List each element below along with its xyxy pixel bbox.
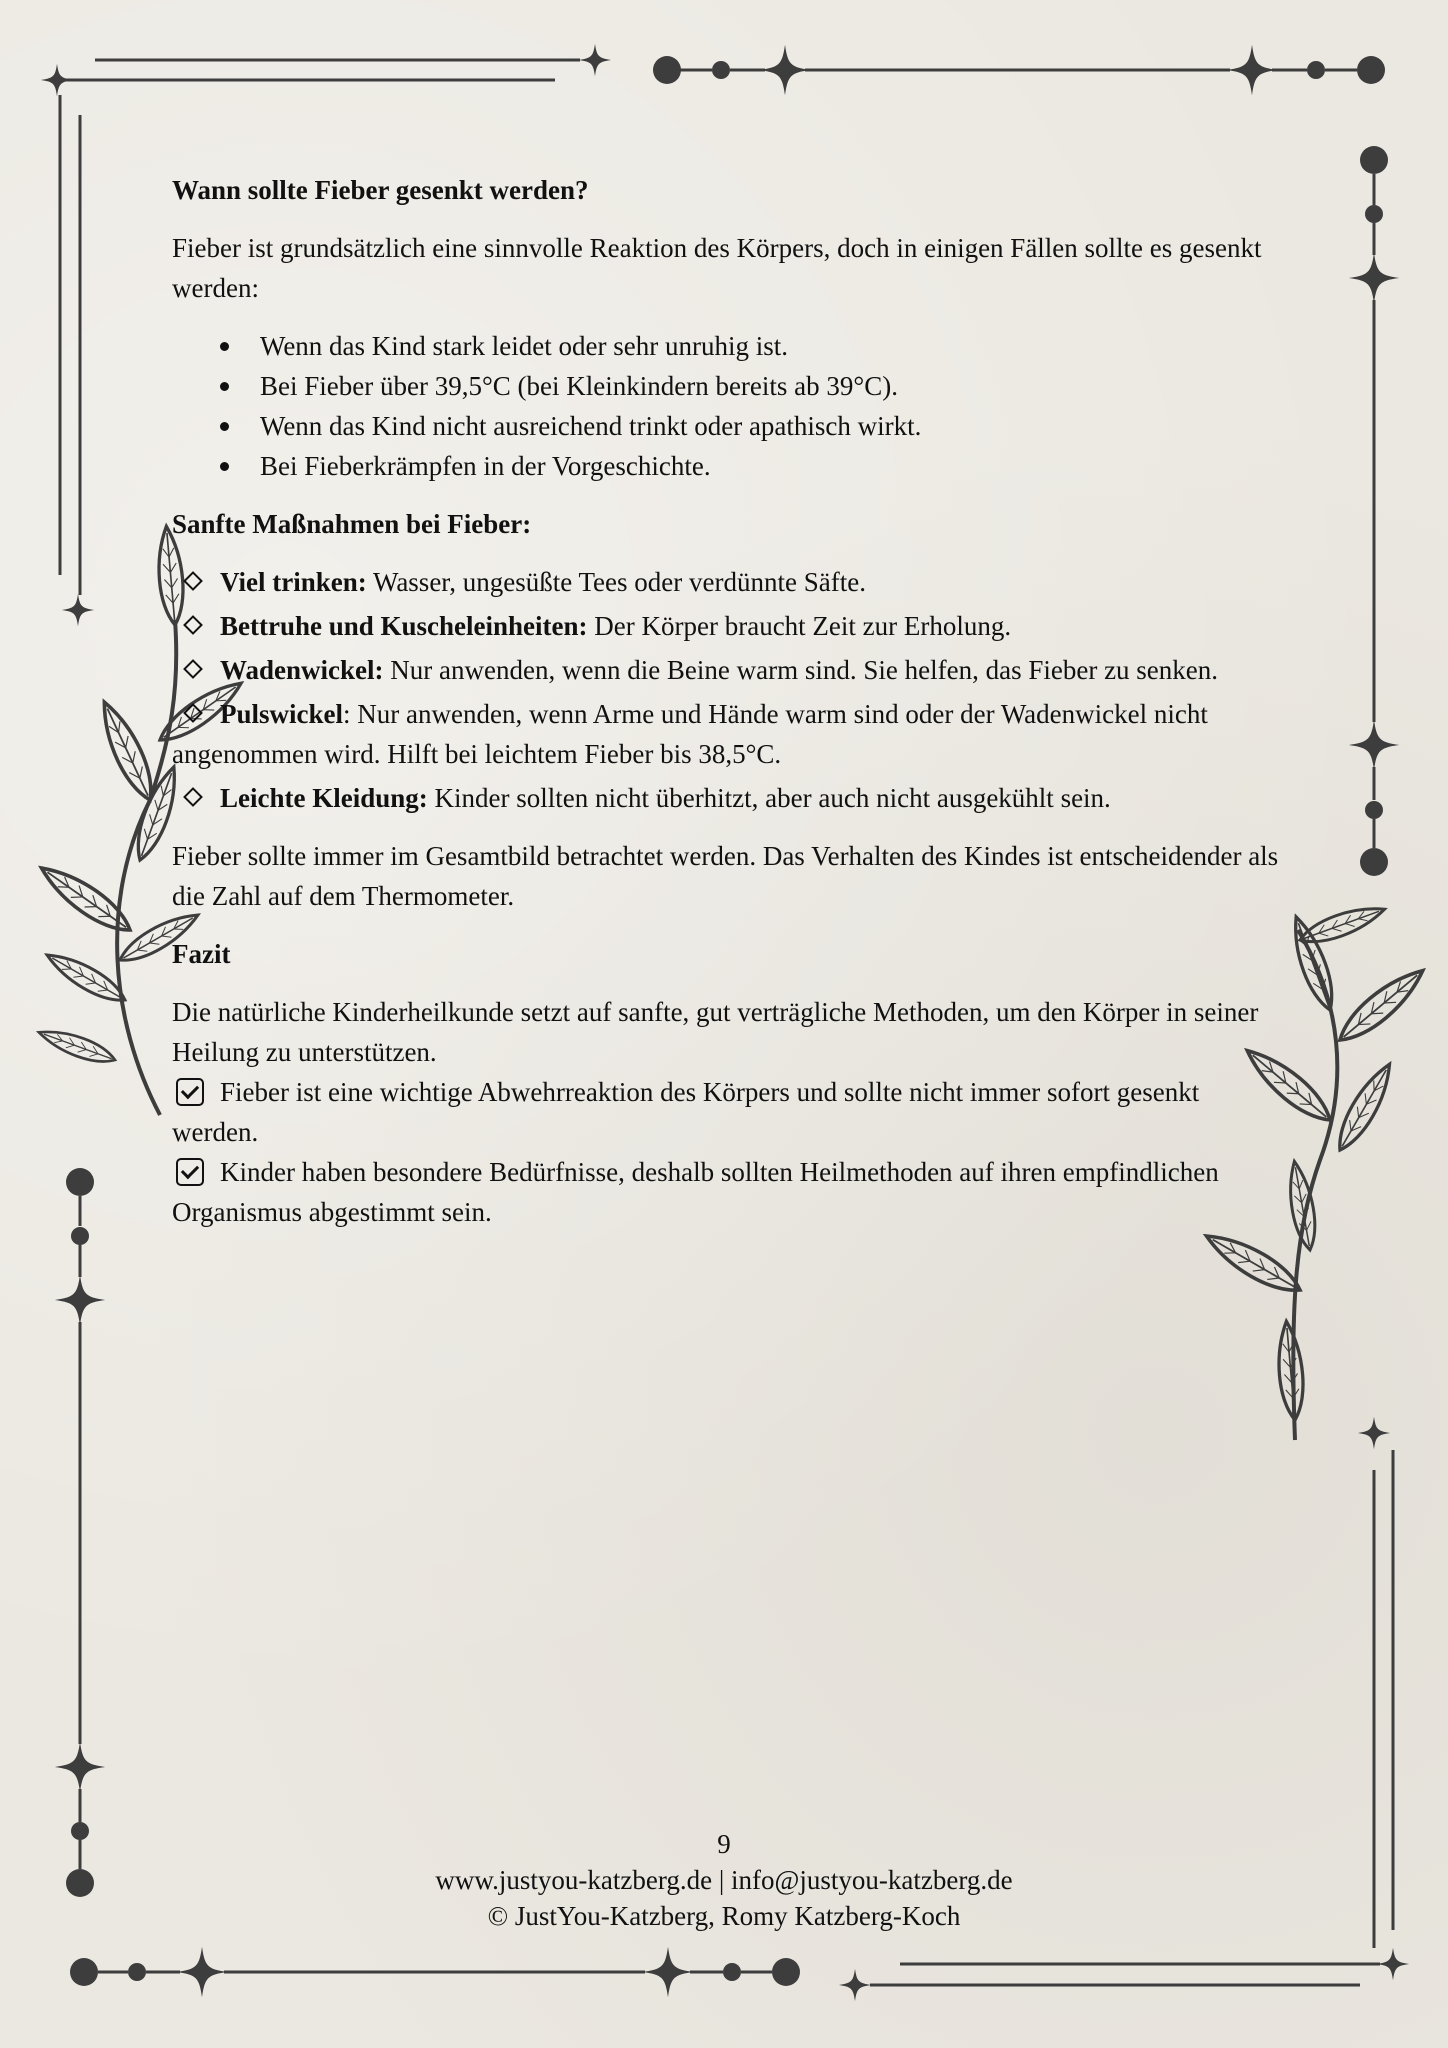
list-item: Bei Fieber über 39,5°C (bei Kleinkindern bereits ab 39°C).	[260, 366, 1282, 406]
conclusion-paragraph: Die natürliche Kinderheilkunde setzt auf sanfte, gut verträgliche Methoden, um den Körper in seiner Heilung zu unterstützen.	[172, 997, 1259, 1067]
page-content	[172, 170, 1282, 1232]
diamond-icon	[183, 787, 203, 807]
diamond-icon	[183, 571, 203, 591]
heading-gentle-measures: Sanfte Maßnahmen bei Fieber:	[172, 509, 532, 539]
measures-list	[172, 562, 1282, 818]
page-footer	[0, 1826, 1448, 1934]
check-item: Fieber ist eine wichtige Abwehrreaktion des Körpers und sollte nicht immer sofort gesenkt werden.	[172, 1077, 1200, 1147]
list-item: Viel trinken: Wasser, ungesüßte Tees oder verdünnte Säfte.	[172, 562, 1282, 602]
list-item: Leichte Kleidung: Kinder sollten nicht überhitzt, aber auch nicht ausgekühlt sein.	[172, 778, 1282, 818]
summary-paragraph: Fieber sollte immer im Gesamtbild betrachtet werden. Das Verhalten des Kindes ist entscheidender als die Zahl auf dem Thermometer.	[172, 841, 1279, 911]
list-item: Pulswickel: Nur anwenden, wenn Arme und Hände warm sind oder der Wadenwickel nicht angenommen wird. Hilft bei leichtem Fieber bis 38,5°C.	[172, 699, 1208, 769]
page-number: 9	[717, 1829, 731, 1859]
diamond-icon	[183, 615, 203, 635]
list-item: Bettruhe und Kuscheleinheiten: Der Körper braucht Zeit zur Erholung.	[172, 606, 1282, 646]
diamond-icon	[183, 703, 203, 723]
list-item: Wenn das Kind stark leidet oder sehr unruhig ist.	[260, 326, 1282, 366]
bullet-list	[172, 326, 1282, 486]
contact-line: www.justyou-katzberg.de | info@justyou-katzberg.de	[435, 1865, 1013, 1895]
list-item: Bei Fieberkrämpfen in der Vorgeschichte.	[260, 446, 1282, 486]
list-item: Wenn das Kind nicht ausreichend trinkt oder apathisch wirkt.	[260, 406, 1282, 446]
checkbox-icon	[176, 1158, 204, 1186]
intro-paragraph: Fieber ist grundsätzlich eine sinnvolle Reaktion des Körpers, doch in einigen Fällen sollte es gesenkt werden:	[172, 233, 1262, 303]
heading-conclusion: Fazit	[172, 939, 231, 969]
list-item: Wadenwickel: Nur anwenden, wenn die Beine warm sind. Sie helfen, das Fieber zu senken.	[172, 650, 1282, 690]
diamond-icon	[183, 659, 203, 679]
checkbox-icon	[176, 1078, 204, 1106]
copyright-line: © JustYou-Katzberg, Romy Katzberg-Koch	[487, 1901, 961, 1931]
check-item: Kinder haben besondere Bedürfnisse, deshalb sollten Heilmethoden auf ihren empfindlichen Organismus abgestimmt sein.	[172, 1157, 1219, 1227]
heading-fever-reduction: Wann sollte Fieber gesenkt werden?	[172, 175, 589, 205]
